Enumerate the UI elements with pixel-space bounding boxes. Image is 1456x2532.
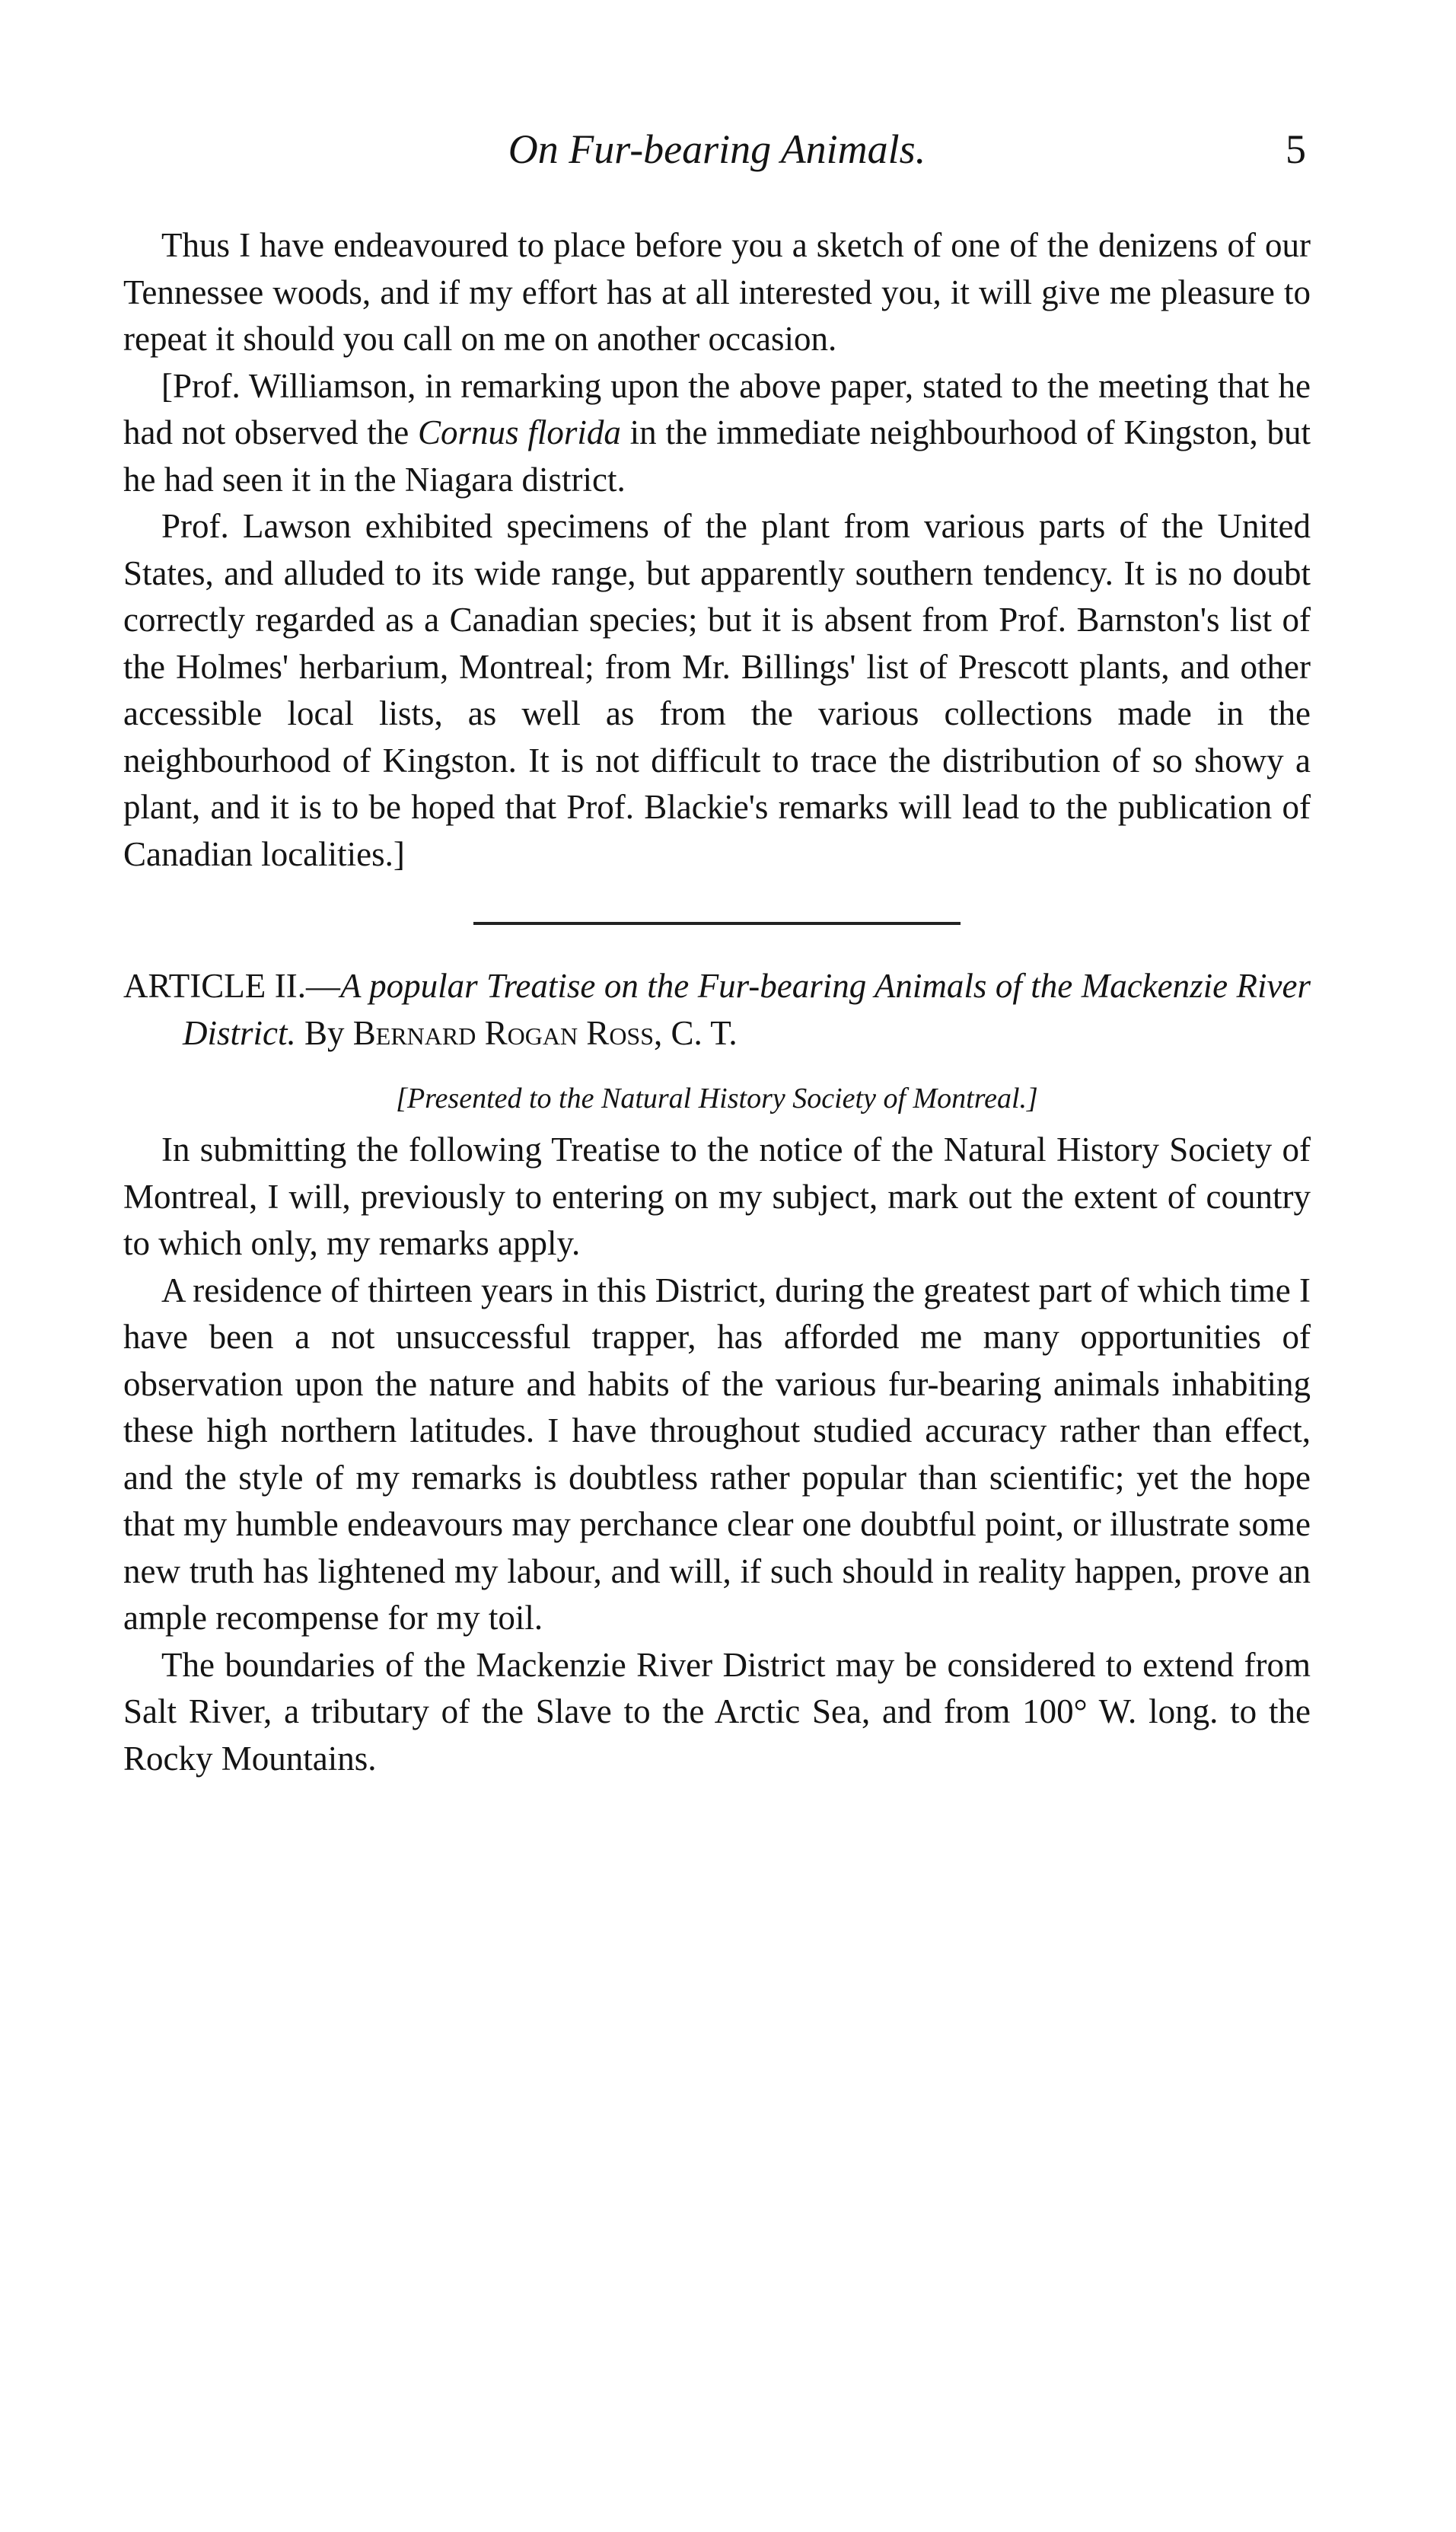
paragraph: Prof. Lawson exhibited specimens of the plant from various parts of the United States, and alluded to its wide range, but apparently southern tendency. It is no doubt correctly regarded as a Canadian species; but it is absent from Prof. Barnston's list of the Holmes' herbarium, Montreal; from Mr. Billings' list of Prescott plants, and other accessible local lists, as well as from the various collections made in the neighbourhood of Kingston. It is not difficult to trace the distribution of so showy a plant, and it is to be hoped that Prof. Blackie's remarks will lead to the publication of Canadian localities.] <box>123 507 1311 873</box>
editorial-note-paragraph <box>123 363 1311 504</box>
article-label: ARTICLE II.— <box>123 967 340 1005</box>
running-head <box>123 114 1311 175</box>
article-author: Bernard Rogan Ross, C. T. <box>352 1013 738 1052</box>
note-text: in the immediate neighbourhood of Kingston, but he had seen it in the Niagara district. <box>123 413 1311 499</box>
species-name: Cornus florida <box>418 413 621 451</box>
paragraph: A residence of thirteen years in this District, during the greatest part of which time I have been a not unsuccessful trapper, has afforded me many opportunities of observation upon the nature and habits of the various fur-bearing animals inhabiting these high northern latitudes. I have throughout studied accuracy rather than effect, and the style of my remarks is doubtless rather popular than scientific; yet the hope that my humble endeavours may perchance clear one doubtful point, or illustrate some new truth has lightened my labour, and will, if such should in reality happen, prove an ample recompense for my toil. <box>123 1271 1311 1637</box>
article-heading <box>123 963 1311 1057</box>
paragraph: In submitting the following Treatise to the notice of the Natural History Society of Montreal, I will, previously to entering on my subject, mark out the extent of country to which only, my remarks apply. <box>123 1130 1311 1262</box>
paragraph: Thus I have endeavoured to place before you a sketch of one of the denizens of our Tennessee woods, and if my effort has at all interested you, it will give me pleasure to repeat it should you call on me on another occasion. <box>123 226 1311 358</box>
previous-article-text <box>123 222 1311 878</box>
book-page <box>123 114 1311 1782</box>
running-title: On Fur-bearing Animals. <box>508 126 926 172</box>
article-body <box>123 1127 1311 1782</box>
article-title: A popular Treatise on the Fur-bearing Animals of the Mackenzie River District. <box>183 967 1311 1052</box>
article-by: By <box>295 1013 353 1052</box>
presented-note: [Presented to the Natural History Society of Montreal.] <box>396 1083 1038 1115</box>
note-text: [Prof. Williamson, in remarking upon the above paper, stated to the meeting that he had not observed the <box>123 366 1311 451</box>
section-divider <box>473 922 961 925</box>
paragraph: The boundaries of the Mackenzie River District may be considered to extend from Salt River, a tributary of the Slave to the Arctic Sea, and from 100° W. long. to the Rocky Mountains. <box>123 1645 1311 1778</box>
page-number: 5 <box>1286 126 1306 172</box>
